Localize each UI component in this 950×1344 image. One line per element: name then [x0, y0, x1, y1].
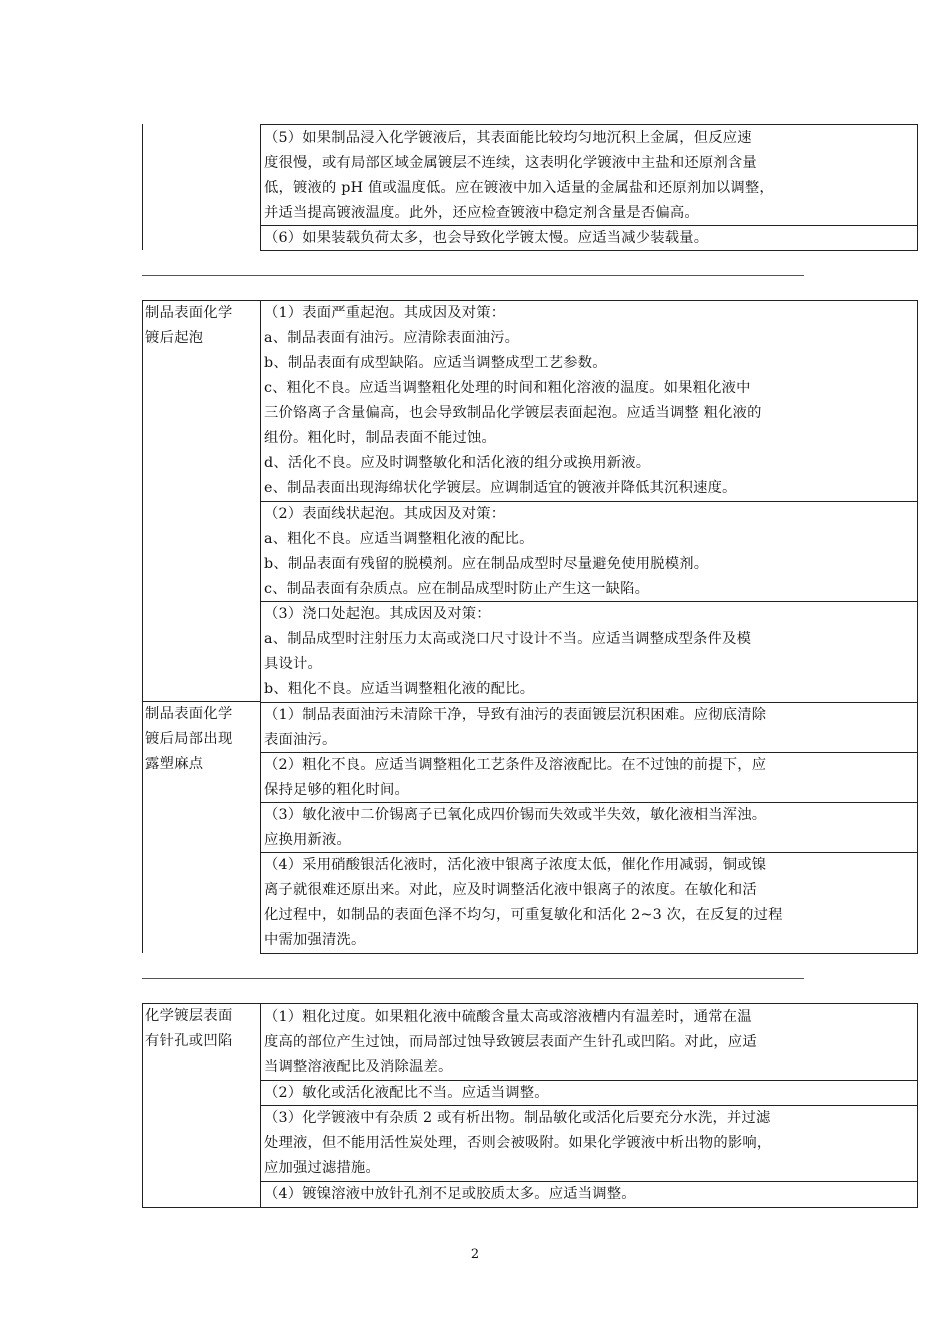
text-line: （4）采用硝酸银活化液时，活化液中银离子浓度太低，催化作用减弱，铜或镍	[264, 857, 767, 873]
text-line: 具设计。	[264, 656, 322, 672]
blister-label	[143, 301, 233, 351]
label-line: 露塑麻点	[145, 756, 204, 772]
text-line: （2）敏化或活化液配比不当。应适当调整。	[264, 1085, 549, 1101]
label-line: 有针孔或凹陷	[145, 1033, 233, 1049]
text-line: e、制品表面出现海绵状化学镀层。应调制适宜的镀液并降低其沉积速度。	[264, 480, 737, 496]
text-line: 组份。粗化时，制品表面不能过蚀。	[264, 430, 496, 446]
blister-item-3	[260, 601, 918, 703]
text-line: a、粗化不良。应适当调整粗化液的配比。	[264, 531, 534, 547]
text-line: 应换用新液。	[264, 832, 351, 848]
text-line: （3）化学镀液中有杂质 2 或有析出物。制品敏化或活化后要充分水洗，并过滤	[264, 1110, 771, 1126]
text-line: 度很慢，或有局部区域金属镀层不连续，这表明化学镀液中主盐和还原剂含量	[264, 155, 757, 171]
text-line: 低，镀液的 pH 值或温度低。应在镀液中加入适量的金属盐和还原剂加以调整，	[264, 180, 774, 196]
text-line: 当调整溶液配比及消除温差。	[264, 1059, 453, 1075]
pinholes-item-2	[260, 1080, 918, 1106]
label-line: 镀后起泡	[145, 330, 204, 346]
continuation-item-6	[260, 225, 918, 251]
label-line: 镀后局部出现	[145, 731, 233, 747]
text-line: 离子就很难还原出来。对此，应及时调整活化液中银离子的浓度。在敏化和活	[264, 882, 757, 898]
exposed-item-4	[260, 852, 918, 954]
section-divider	[142, 978, 804, 979]
text-line: 应加强过滤措施。	[264, 1160, 380, 1176]
section-divider	[142, 275, 804, 276]
text-line: （4）镀镍溶液中放针孔剂不足或胶质太多。应适当调整。	[264, 1186, 636, 1202]
text-line: 并适当提高镀液温度。此外，还应检查镀液中稳定剂含量是否偏高。	[264, 205, 699, 221]
blister-label-cell	[142, 300, 261, 702]
exposed-item-3	[260, 802, 918, 853]
label-line: 制品表面化学	[145, 305, 233, 321]
text-line: （5）如果制品浸入化学镀液后，其表面能比较均匀地沉积上金属，但反应速	[264, 130, 752, 146]
text-line: a、制品成型时注射压力太高或浇口尺寸设计不当。应适当调整成型条件及模	[264, 631, 752, 647]
text-line: 处理液，但不能用活性炭处理，否则会被吸附。如果化学镀液中析出物的影响，	[264, 1135, 772, 1151]
text-line: 保持足够的粗化时间。	[264, 782, 409, 798]
exposed-label	[143, 702, 233, 777]
text-line: （3）浇口处起泡。其成因及对策：	[264, 606, 491, 622]
table-left-border	[142, 124, 143, 250]
text-line: （2）表面线状起泡。其成因及对策：	[264, 506, 506, 522]
page-number: 2	[470, 1247, 480, 1262]
text-line: （1）制品表面油污未清除干净，导致有油污的表面镀层沉积困难。应彻底清除	[264, 707, 767, 723]
text-line: 化过程中，如制品的表面色泽不均匀，可重复敏化和活化 2~3 次，在反复的过程	[264, 907, 783, 923]
text-line: 度高的部位产生过蚀，而局部过蚀导致镀层表面产生针孔或凹陷。对此，应适	[264, 1034, 757, 1050]
text-line: 三价铬离子含量偏高，也会导致制品化学镀层表面起泡。应适当调整 粗化液的	[264, 405, 762, 421]
text-line: （1）粗化过度。如果粗化液中硫酸含量太高或溶液槽内有温差时，通常在温	[264, 1009, 752, 1025]
text-line: b、粗化不良。应适当调整粗化液的配比。	[264, 681, 535, 697]
pinholes-item-3	[260, 1105, 918, 1182]
continuation-item-5	[260, 124, 918, 226]
label-line: 制品表面化学	[145, 706, 233, 722]
pinholes-label	[143, 1004, 233, 1054]
text-line: b、制品表面有残留的脱模剂。应在制品成型时尽量避免使用脱模剂。	[264, 556, 709, 572]
text-line: （6）如果装载负荷太多，也会导致化学镀太慢。应适当减少装载量。	[264, 230, 709, 246]
text-line: 中需加强清洗。	[264, 932, 366, 948]
pinholes-item-1	[260, 1003, 918, 1081]
text-line: c、制品表面有杂质点。应在制品成型时防止产生这一缺陷。	[264, 581, 650, 597]
blister-item-1	[260, 300, 918, 502]
text-line: a、制品表面有油污。应清除表面油污。	[264, 330, 520, 346]
text-line: （2）粗化不良。应适当调整粗化工艺条件及溶液配比。在不过蚀的前提下，应	[264, 757, 767, 773]
text-line: 表面油污。	[264, 732, 337, 748]
text-line: b、制品表面有成型缺陷。应适当调整成型工艺参数。	[264, 355, 607, 371]
label-line: 化学镀层表面	[145, 1008, 233, 1024]
text-line: （3）敏化液中二价锡离子已氧化成四价锡而失效或半失效，敏化液相当浑浊。	[264, 807, 767, 823]
text-line: c、粗化不良。应适当调整粗化处理的时间和粗化溶液的温度。如果粗化液中	[264, 380, 751, 396]
pinholes-item-4	[260, 1181, 918, 1208]
blister-item-2	[260, 501, 918, 602]
exposed-item-2	[260, 752, 918, 803]
text-line: （1）表面严重起泡。其成因及对策：	[264, 305, 506, 321]
text-line: d、活化不良。应及时调整敏化和活化液的组分或换用新液。	[264, 455, 651, 471]
exposed-item-1	[260, 702, 918, 753]
